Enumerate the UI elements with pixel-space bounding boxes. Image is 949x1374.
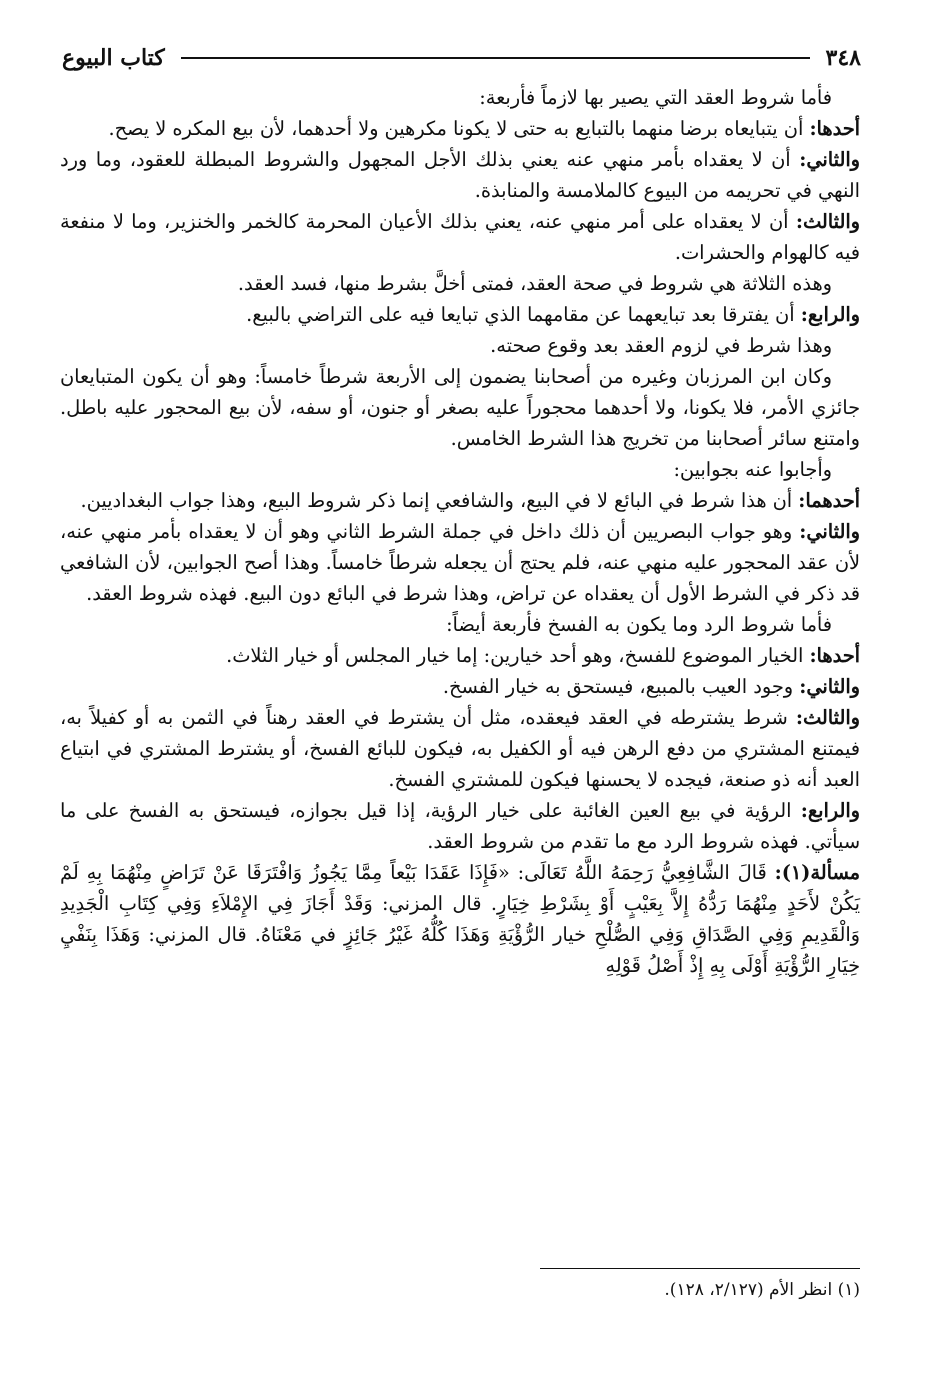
paragraph-text: أن يفترقا بعد تبايعهما عن مقامهما الذي تبايعا فيه على التراضي بالبيع. <box>246 303 801 326</box>
paragraph-text: وهذا شرط في لزوم العقد بعد وقوع صحته. <box>490 334 832 357</box>
paragraph-text: فأما شروط الرد وما يكون به الفسخ فأربعة أيضاً: <box>446 613 832 636</box>
paragraph-text: شرط يشترطه في العقد فيعقده، مثل أن يشترط في العقد رهناً في الثمن به أو كفيلاً به، فيمتنع المشتري من دفع الرهن فيه أو الكفيل به، فيكون للبائع الفسخ، أو يشترط المشتري في ابتياع العبد أنه ذو صنعة، فيجده لا يحسنها فيكون للمشتري الفسخ. <box>60 706 860 791</box>
paragraph-label: أحدها: <box>809 644 860 667</box>
paragraph-text: أن يتبايعاه برضا منهما بالتبايع به حتى لا يكونا مكرهين ولا أحدهما، لأن بيع المكره لا يصح. <box>108 117 810 140</box>
paragraph <box>60 361 860 454</box>
paragraph-label: والرابع: <box>800 799 860 822</box>
paragraph-text: أن هذا شرط في البائع لا في البيع، والشافعي إنما ذكر شروط البيع، وهذا جواب البغداديين. <box>80 489 799 512</box>
paragraph-label: أحدهما: <box>798 489 860 512</box>
paragraph-text: الرؤية في بيع العين الغائبة على خيار الرؤية، إذا قيل بجوازه، فيستحق به الفسخ على ما سيأتي. فهذه شروط الرد مع ما تقدم من شروط العقد. <box>60 799 860 853</box>
paragraph-text: وهذه الثلاثة هي شروط في صحة العقد، فمتى أخلَّ بشرط منها، فسد العقد. <box>237 272 832 295</box>
paragraph <box>60 795 860 857</box>
page-number: ٣٤٨ <box>825 45 861 71</box>
paragraph-label: أحدها: <box>809 117 860 140</box>
page-header <box>62 38 861 78</box>
paragraph-text: أن لا يعقداه على أمر منهي عنه، يعني بذلك الأعيان المحرمة كالخمر والخنزير، وما لا منفعة فيه كالهوام والحشرات. <box>60 210 860 264</box>
paragraph <box>60 206 860 268</box>
paragraph-label: مسألة(١): <box>774 861 860 884</box>
paragraph-label: والثالث: <box>795 706 860 729</box>
footnote-separator <box>540 1268 860 1269</box>
paragraph <box>60 330 860 361</box>
paragraph-text: وهو جواب البصريين أن ذلك داخل في جملة الشرط الثاني وهو أن لا يعقداه بأمر منهي عنه، لأن عقد المحجور عليه منهي عنه، فلم يحتج أن يجعله شرطاً خامساً. وهذا أصح الجوابين، لأن الشافعي قد ذكر في الشرط الأول أن يعقداه عن تراض، وهذا شرط في البائع دون البيع. فهذه شروط العقد. <box>60 520 860 605</box>
paragraph <box>60 485 860 516</box>
paragraph <box>60 268 860 299</box>
paragraph <box>60 454 860 485</box>
paragraph-text: فأما شروط العقد التي يصير بها لازماً فأربعة: <box>479 86 832 109</box>
paragraph <box>60 113 860 144</box>
paragraph-label: والرابع: <box>800 303 860 326</box>
paragraph-text: وجود العيب بالمبيع، فيستحق به خيار الفسخ. <box>442 675 800 698</box>
paragraph-label: والثالث: <box>795 210 860 233</box>
paragraph <box>60 857 860 981</box>
paragraph-label: والثاني: <box>799 675 860 698</box>
main-text <box>60 82 860 981</box>
paragraph-label: والثاني: <box>799 520 860 543</box>
paragraph <box>60 640 860 671</box>
paragraph-text: قَالَ الشَّافِعِيُّ رَحِمَهُ اللَّهُ تَعَالَى: «فَإِذَا عَقَدَا بَيْعاً مِمَّا يَجُوزُ وَافْتَرَقَا عَنْ تَرَاضٍ مِنْهُمَا بِهِ لَمْ يَكُنْ لأَحَدٍ مِنْهُمَا رَدُّهُ إِلاَّ بِعَيْبٍ أَوْ بِشَرْطِ خِيَارٍ. قال المزني: وَقَدْ أَجَازَ فِي الإِمْلاَءِ وَفِي كِتَابِ الْجَدِيدِ وَالْقَدِيمِ وَفِي الصَّدَاقِ وَفِي الصُّلْحِ خيار الرُّؤْيَةِ وَهَذَا كُلُّهُ غَيْرُ جَائِزٍ في مَعْنَاهُ. قال المزني: وَهَذَا بِنَفْيِ خِيَارِ الرُّؤْيَةِ أَوْلَى بِهِ إِذْ أَصْلُ قَوْلِهِ <box>60 861 860 977</box>
header-rule <box>181 57 810 59</box>
paragraph <box>60 299 860 330</box>
footnote: (١) انظر الأم (٢/١٢٧، ١٢٨). <box>664 1280 860 1300</box>
chapter-title: كتاب البيوع <box>62 45 165 71</box>
paragraph <box>60 516 860 609</box>
paragraph <box>60 671 860 702</box>
paragraph <box>60 144 860 206</box>
paragraph-text: وكان ابن المرزبان وغيره من أصحابنا يضمون إلى الأربعة شرطاً خامساً: وهو أن يكون المتبايعان جائزي الأمر، فلا يكونا، ولا أحدهما محجوراً عليه بصغر أو جنون، أو سفه، لأن بيع المحجور عليه باطل. وامتنع سائر أصحابنا من تخريج هذا الشرط الخامس. <box>60 365 860 450</box>
paragraph <box>60 702 860 795</box>
paragraph <box>60 609 860 640</box>
paragraph <box>60 82 860 113</box>
paragraph-text: الخيار الموضوع للفسخ، وهو أحد خيارين: إما خيار المجلس أو خيار الثلاث. <box>226 644 810 667</box>
paragraph-text: أن لا يعقداه بأمر منهي عنه يعني بذلك الأجل المجهول والشروط المبطلة للعقود، وما ورد النهي في تحريمه من البيوع كالملامسة والمنابذة. <box>60 148 860 202</box>
paragraph-label: والثاني: <box>799 148 860 171</box>
paragraph-text: وأجابوا عنه بجوابين: <box>673 458 832 481</box>
